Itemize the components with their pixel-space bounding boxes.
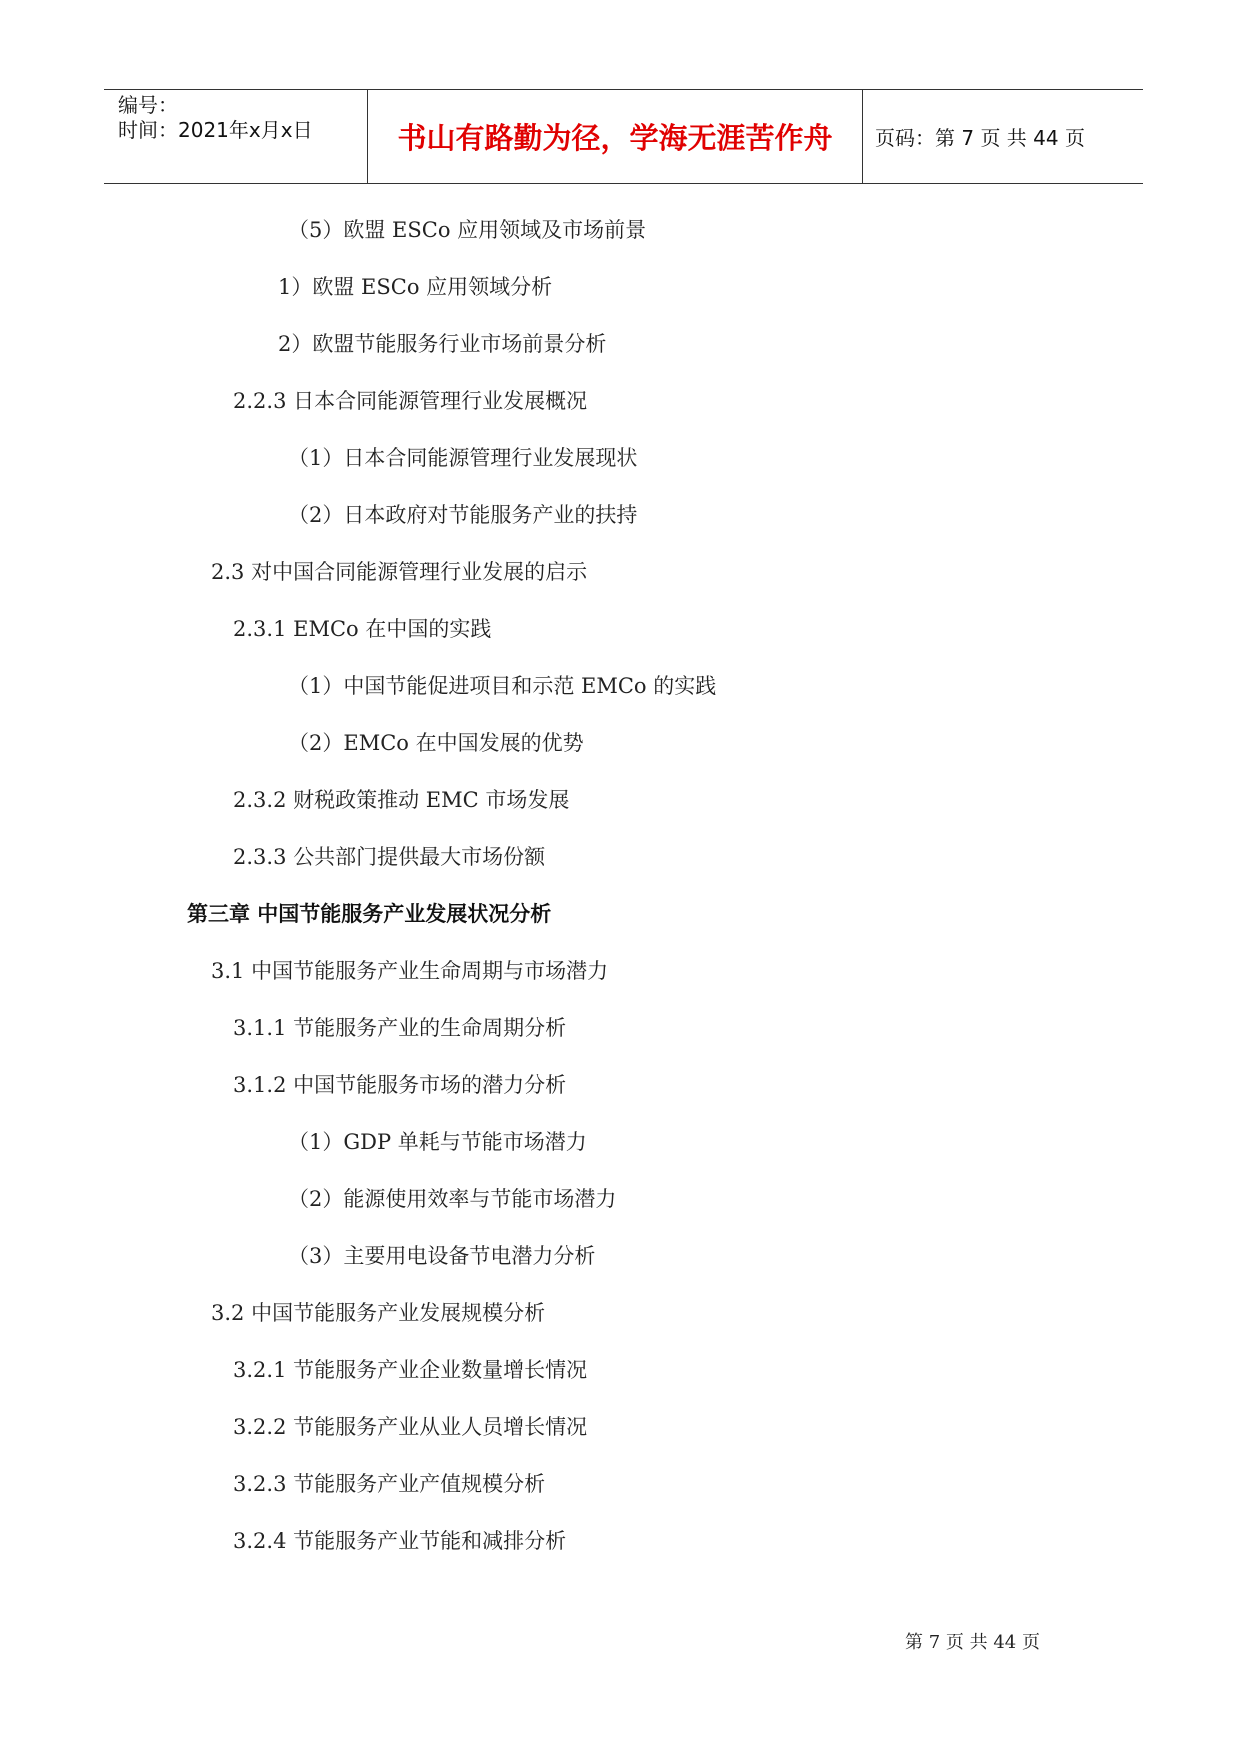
- header-page-number: 页码：第 7 页 共 44 页: [875, 126, 1085, 150]
- toc-item: 2.3.3 公共部门提供最大市场份额: [233, 845, 546, 869]
- toc-item: （2）能源使用效率与节能市场潜力: [288, 1187, 617, 1211]
- toc-item: 3.1.1 节能服务产业的生命周期分析: [233, 1016, 567, 1040]
- page-footer: 第 7 页 共 44 页: [905, 1632, 1040, 1653]
- toc-item: （1）日本合同能源管理行业发展现状: [288, 446, 638, 470]
- document-time-label: 时间：2021年x月x日: [118, 118, 313, 142]
- toc-item: （3）主要用电设备节电潜力分析: [288, 1244, 596, 1268]
- header-meta: [104, 90, 368, 183]
- document-number-label: 编号：: [118, 93, 178, 117]
- toc-chapter-heading: 第三章 中国节能服务产业发展状况分析: [187, 902, 552, 926]
- toc-item: （1）中国节能促进项目和示范 EMCo 的实践: [288, 674, 717, 698]
- toc-item: （2）日本政府对节能服务产业的扶持: [288, 503, 638, 527]
- toc-item: 3.2 中国节能服务产业发展规模分析: [211, 1301, 546, 1325]
- toc-item: 3.1 中国节能服务产业生命周期与市场潜力: [211, 959, 609, 983]
- toc-item: （5）欧盟 ESCo 应用领域及市场前景: [288, 218, 647, 242]
- header-motto: 书山有路勤为径，学海无涯苦作舟: [368, 90, 863, 183]
- toc-item: 2.2.3 日本合同能源管理行业发展概况: [233, 389, 588, 413]
- toc-item: 1）欧盟 ESCo 应用领域分析: [278, 275, 553, 299]
- toc-item: 3.2.2 节能服务产业从业人员增长情况: [233, 1415, 588, 1439]
- toc-item: （1）GDP 单耗与节能市场潜力: [288, 1130, 587, 1154]
- toc-item: 3.1.2 中国节能服务市场的潜力分析: [233, 1073, 567, 1097]
- page-header: [104, 89, 1143, 184]
- toc-item: 2.3.2 财税政策推动 EMC 市场发展: [233, 788, 570, 812]
- toc-item: 3.2.3 节能服务产业产值规模分析: [233, 1472, 546, 1496]
- toc-item: 2.3 对中国合同能源管理行业发展的启示: [211, 560, 588, 584]
- toc-item: （2）EMCo 在中国发展的优势: [288, 731, 584, 755]
- toc-item: 2.3.1 EMCo 在中国的实践: [233, 617, 492, 641]
- toc-item: 2）欧盟节能服务行业市场前景分析: [278, 332, 607, 356]
- toc-item: 3.2.4 节能服务产业节能和减排分析: [233, 1529, 567, 1553]
- toc-item: 3.2.1 节能服务产业企业数量增长情况: [233, 1358, 588, 1382]
